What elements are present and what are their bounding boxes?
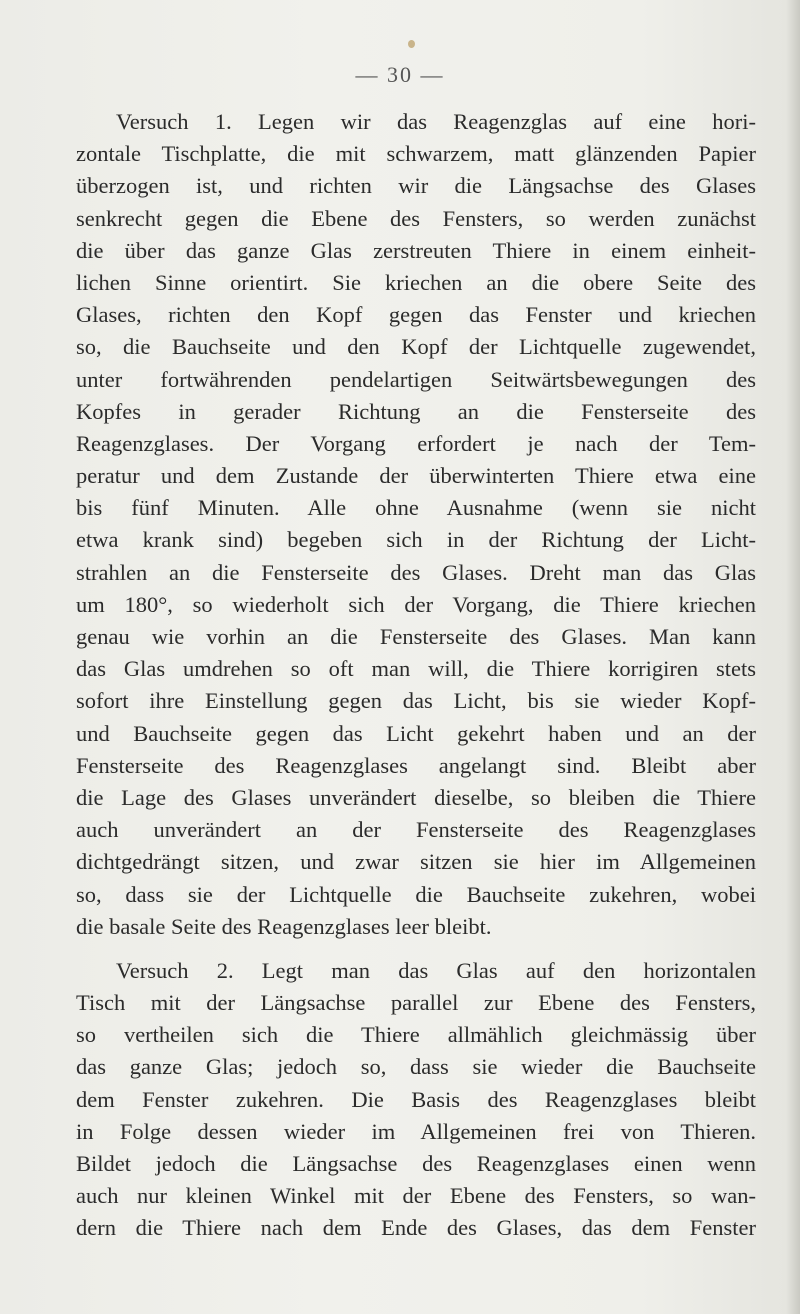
text-line: sofort ihre Einstellung gegen das Licht, bis sie wieder Kopf- — [76, 688, 756, 714]
text-line: dem Fenster zukehren. Die Basis des Reagenzglases bleibt — [76, 1086, 756, 1112]
text-line: lichen Sinne orientirt. Sie kriechen an die obere Seite des — [76, 269, 756, 295]
text-line: Tisch mit der Längsachse parallel zur Ebene des Fensters, — [76, 990, 756, 1016]
text-line: dern die Thiere nach dem Ende des Glases, das dem Fenster — [76, 1215, 756, 1241]
text-line: zontale Tischplatte, die mit schwarzem, matt glänzenden Papier — [76, 141, 756, 167]
text-line: auch unverändert an der Fensterseite des Reagenzglases — [76, 817, 756, 843]
text-line: genau wie vorhin an die Fensterseite des Glases. Man kann — [76, 624, 756, 649]
paragraph-gap — [76, 943, 756, 955]
text-line: senkrecht gegen die Ebene des Fensters, so werden zunächst — [76, 205, 756, 231]
text-line: Fensterseite des Reagenzglases angelangt sind. Bleibt aber — [76, 752, 756, 778]
text-line: peratur und dem Zustande der überwinterten Thiere etwa eine — [76, 463, 756, 489]
text-line: strahlen an die Fensterseite des Glases. Dreht man das Glas — [76, 559, 756, 585]
text-line: das ganze Glas; jedoch so, dass sie wieder die Bauchseite — [76, 1054, 756, 1080]
text-line: so, dass sie der Lichtquelle die Bauchseite zukehren, wobei — [76, 881, 756, 907]
text-line: die basale Seite des Reagenzglases leer bleibt. — [76, 913, 492, 939]
text-line: die Lage des Glases unverändert dieselbe, so bleiben die Thiere — [76, 784, 756, 810]
text-line: und Bauchseite gegen das Licht gekehrt haben und an der — [76, 720, 756, 746]
text-line: bis fünf Minuten. Alle ohne Ausnahme (wenn sie nicht — [76, 495, 756, 521]
text-line: die über das ganze Glas zerstreuten Thiere in einem einheit- — [76, 237, 756, 263]
text-line: so, die Bauchseite und den Kopf der Lichtquelle zugewendet, — [76, 334, 756, 360]
paragraph-versuch-1 — [76, 106, 756, 943]
text-line: in Folge dessen wieder im Allgemeinen frei von Thieren. — [76, 1118, 756, 1144]
text-line: das Glas umdrehen so oft man will, die Thiere korrigiren stets — [76, 656, 756, 682]
text-line: Bildet jedoch die Längsachse des Reagenzglases einen wenn — [76, 1151, 756, 1176]
ink-spot — [408, 40, 415, 48]
page-edge-shadow — [786, 0, 800, 1314]
text-line: so vertheilen sich die Thiere allmählich gleichmässig über — [76, 1022, 756, 1048]
text-line: auch nur kleinen Winkel mit der Ebene des Fensters, so wan- — [76, 1183, 756, 1209]
paragraph-versuch-2 — [76, 955, 756, 1245]
text-line: Versuch 1. Legen wir das Reagenzglas auf eine hori- — [116, 109, 756, 134]
text-line: unter fortwährenden pendelartigen Seitwärtsbewegungen des — [76, 366, 756, 392]
text-line: Kopfes in gerader Richtung an die Fensterseite des — [76, 398, 756, 424]
text-line: Reagenzglases. Der Vorgang erfordert je nach der Tem- — [76, 430, 756, 456]
text-line: Glases, richten den Kopf gegen das Fenster und kriechen — [76, 302, 756, 328]
page-number: — 30 — — [355, 62, 445, 87]
text-line: etwa krank sind) begeben sich in der Richtung der Licht- — [76, 527, 756, 553]
text-line: Versuch 2. Legt man das Glas auf den horizontalen — [116, 957, 756, 983]
body-text — [76, 106, 756, 1245]
text-line: um 180°, so wiederholt sich der Vorgang, die Thiere kriechen — [76, 591, 756, 617]
text-line: dichtgedrängt sitzen, und zwar sitzen sie hier im Allgemeinen — [76, 849, 756, 875]
text-line: überzogen ist, und richten wir die Längsachse des Glases — [76, 173, 756, 199]
